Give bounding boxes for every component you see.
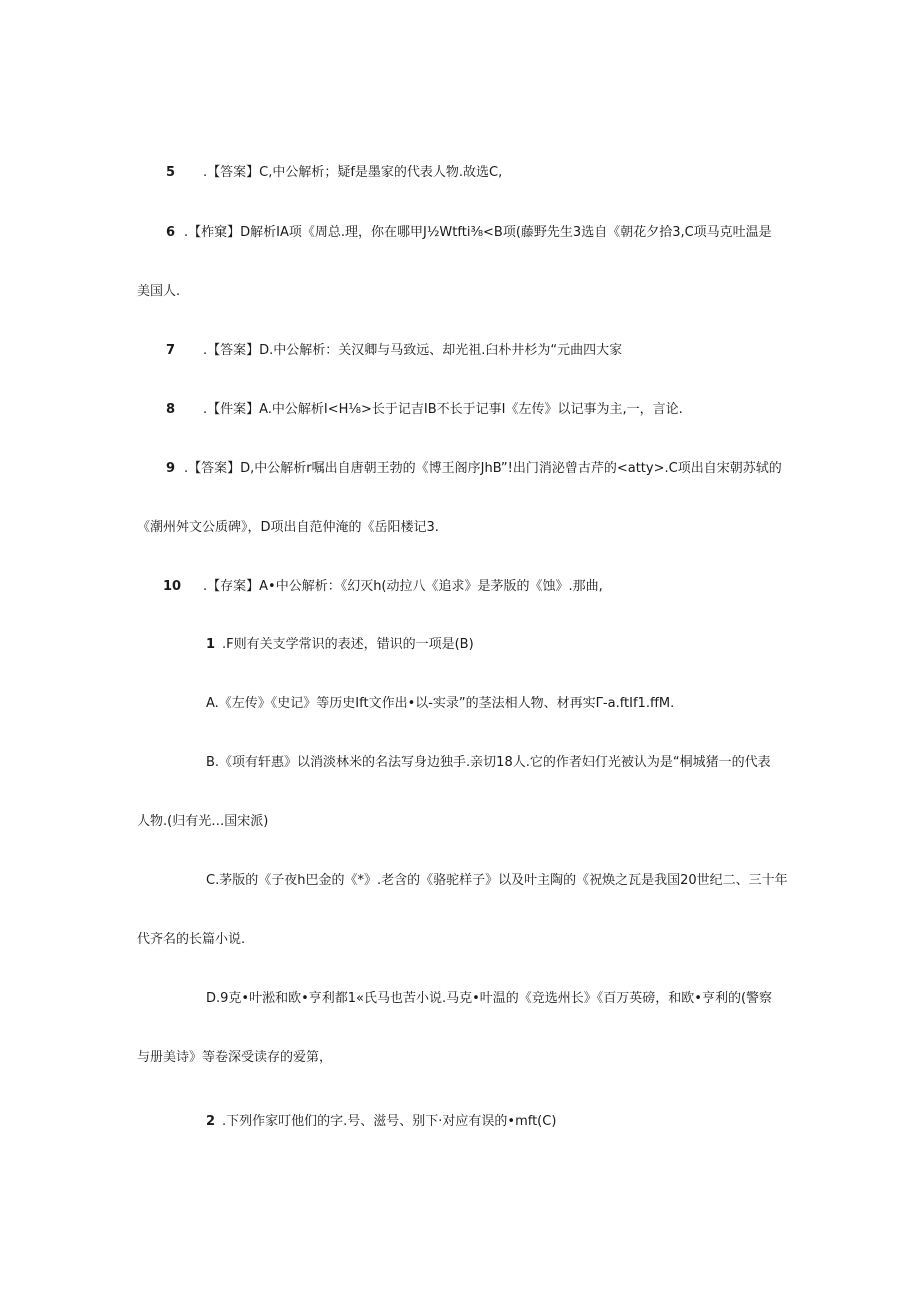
question-1-option-a: A.《左传》《史记》等历史Ift文作出•以-实录”的茎法相人物、材再实Γ-a.ftIf1.ffM. (206, 696, 675, 711)
answer-5-text: .【答案】C,中公解析；疑f是墨家的代表人物.故选C, (203, 165, 503, 180)
answer-5-number: 5 (166, 165, 176, 180)
question-2-number: 2 (206, 1114, 216, 1129)
answer-8-number: 8 (166, 402, 176, 417)
answer-7-number: 7 (166, 343, 176, 358)
question-1-option-c: C.茅版的《子夜h巴金的《*》.老含的《骆驼样子》以及叶主陶的《祝焕之瓦是我国20世纪二、三十年 (206, 873, 788, 888)
answer-8-text: .【件案】A.中公解析I<H⅛>长于记吉IB不长于记事I《左传》以记事为主,一，言论. (203, 402, 683, 417)
answer-9-text: .【答案】D,中公解析r嘱出自唐朝王勃的《博王阁序JhB”!出门消泌曾古芹的<atty>.C项出自宋朝苏轼的 (184, 461, 782, 476)
answer-10-text: .【存案】A•中公解析：《幻灭h(动拉八《追求》是茅版的《蚀》.那曲, (203, 579, 603, 594)
question-1-option-d-continuation: 与册美诗》等卷深受读存的爱第， (137, 1050, 333, 1065)
answer-9-number: 9 (166, 461, 176, 476)
answer-7-text: .【答案】D.中公解析：关汉卿与马致远、却光祖.臼朴井杉为“元曲四大家 (203, 343, 623, 358)
question-1-option-c-continuation: 代齐名的长篇小说. (137, 932, 246, 947)
question-1-option-d: D.9克•叶淞和欧•亨利都1«氏马也苦小说.马克•叶温的《竞选州长》《百万英磅，和欧•亨利的(警察 (206, 991, 773, 1006)
question-1-number: 1 (206, 637, 216, 652)
answer-6-text: .【柞窠】D解析IA项《周总.理，你在哪甲J½Wtfti⅜<B项(藤野先生3选自《朝花夕拾3,C项马克吐温是 (184, 225, 772, 240)
question-1-option-b: B.《项有轩惠》以消淡林米的名法写身边独手.亲切18人.它的作者妇仃光被认为是“桐城猪一的代表 (206, 755, 771, 770)
answer-9-continuation: 《潮州舛文公质碑》，D项出自范仲淹的《岳阳楼记3. (137, 520, 439, 535)
question-1-option-b-continuation: 人物.(归有光…国宋派) (137, 814, 269, 829)
answer-6-continuation: 美国人. (137, 284, 181, 299)
answer-6-number: 6 (166, 225, 176, 240)
question-1-stem: .F则有关支学常识的表述，错识的一项是(B) (222, 637, 474, 652)
answer-10-number: 10 (163, 579, 182, 594)
question-2-stem: .下列作家叮他们的字.号、滋号、别下·对应有误的•mft(C) (222, 1114, 557, 1129)
